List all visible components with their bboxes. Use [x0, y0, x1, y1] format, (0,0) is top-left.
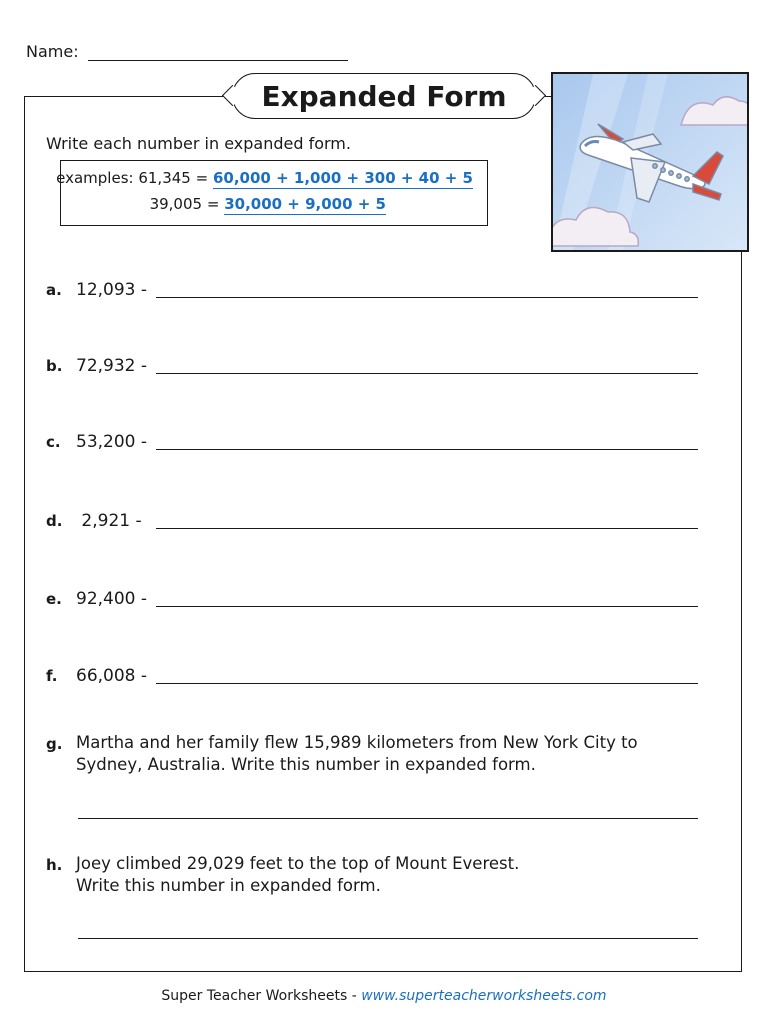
word-problem-text: [76, 732, 638, 776]
answer-line-c[interactable]: [156, 449, 698, 450]
question-d: [46, 511, 142, 531]
question-number: 53,200 -: [76, 432, 148, 452]
example-number: 61,345: [138, 169, 191, 187]
question-number: 2,921 -: [76, 511, 142, 531]
answer-line-b[interactable]: [156, 373, 698, 374]
question-number: 72,932 -: [76, 356, 148, 376]
name-field[interactable]: [88, 44, 348, 61]
example-row: [56, 169, 473, 187]
question-number: 66,008 -: [76, 666, 148, 686]
examples-prefix: examples:: [56, 169, 134, 187]
example-equals: =: [195, 169, 209, 187]
question-number: 92,400 -: [76, 589, 148, 609]
word-problem-g: [46, 732, 638, 776]
question-b: [46, 356, 147, 376]
answer-line-h[interactable]: [78, 938, 698, 939]
instructions: Write each number in expanded form.: [46, 134, 351, 153]
airplane-illustration: [551, 72, 749, 252]
example-number: 39,005: [149, 195, 203, 213]
footer-link[interactable]: www.superteacherworksheets.com: [361, 988, 607, 1004]
answer-line-a[interactable]: [156, 297, 698, 298]
question-letter: b.: [46, 357, 63, 375]
example-answer: 30,000 + 9,000 + 5: [224, 195, 386, 213]
footer: [0, 988, 768, 1004]
question-e: [46, 589, 147, 609]
question-a: [46, 280, 147, 300]
airplane-icon: [553, 74, 747, 250]
question-letter: e.: [46, 590, 62, 608]
question-letter: h.: [46, 856, 63, 874]
question-letter: d.: [46, 512, 63, 530]
footer-brand: Super Teacher Worksheets -: [161, 988, 362, 1004]
example-row: [150, 195, 386, 213]
question-letter: f.: [46, 667, 58, 685]
name-label: Name:: [26, 42, 79, 61]
question-letter: a.: [46, 281, 62, 299]
examples-box: [56, 160, 488, 226]
question-c: [46, 432, 147, 452]
word-problem-line: Martha and her family flew 15,989 kilometers from New York City to: [76, 733, 638, 752]
word-problem-line: Sydney, Australia. Write this number in expanded form.: [76, 755, 536, 774]
question-number: 12,093 -: [76, 280, 148, 300]
question-f: [46, 666, 147, 686]
answer-line-g[interactable]: [78, 818, 698, 819]
word-problem-line: Joey climbed 29,029 feet to the top of Mount Everest.: [76, 854, 520, 873]
answer-line-f[interactable]: [156, 683, 698, 684]
answer-line-e[interactable]: [156, 606, 698, 607]
question-letter: c.: [46, 433, 61, 451]
example-equals: =: [206, 195, 220, 213]
question-letter: g.: [46, 735, 63, 753]
word-problem-h: [46, 853, 519, 897]
example-answer: 60,000 + 1,000 + 300 + 40 + 5: [212, 169, 473, 187]
page-title: Expanded Form: [261, 79, 507, 113]
title-banner: [232, 73, 536, 119]
word-problem-text: [76, 853, 519, 897]
name-row: [26, 42, 348, 61]
answer-line-d[interactable]: [156, 528, 698, 529]
word-problem-line: Write this number in expanded form.: [76, 876, 381, 895]
